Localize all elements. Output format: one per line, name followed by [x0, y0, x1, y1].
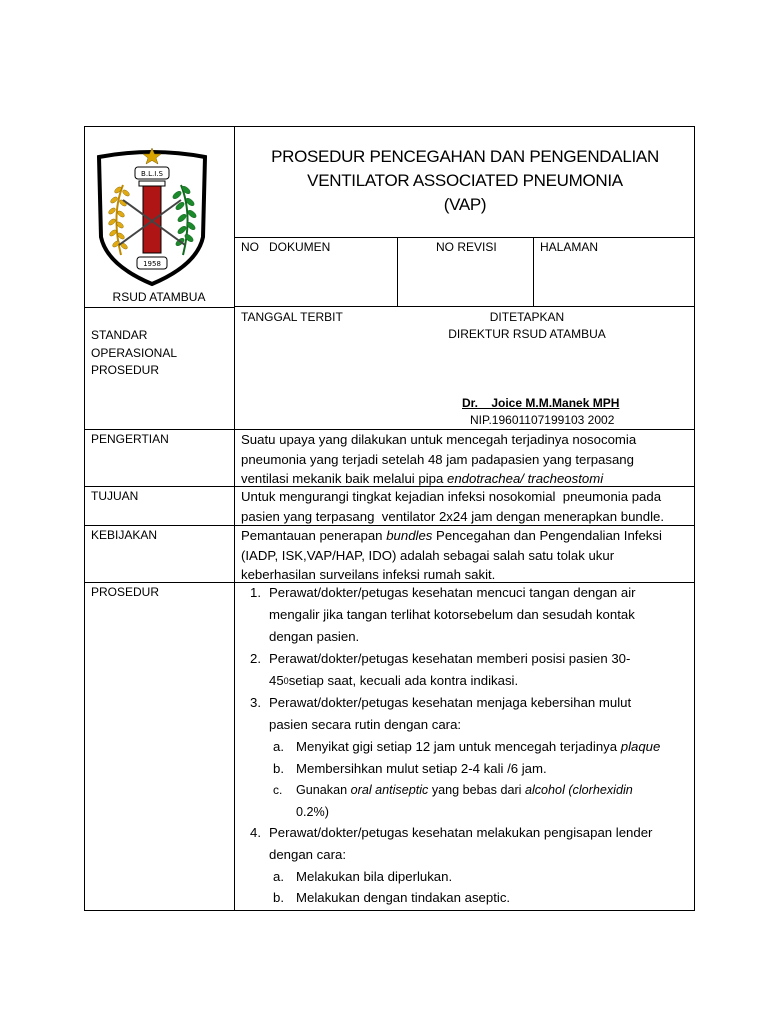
sub-list-item: Melakukan bila diperlukan.	[296, 869, 453, 884]
tujuan-label: TUJUAN	[91, 489, 139, 503]
tujuan-line: Untuk mengurangi tingkat kejadian infeksi nosokomial pneumonia pada	[241, 489, 662, 504]
tanggal-terbit-label: TANGGAL TERBIT	[241, 310, 343, 324]
kebijakan-italic-span: bundles	[386, 528, 433, 543]
sub-list-item	[296, 736, 660, 758]
pengertian-italic-span: endotrachea/ tracheostomi	[446, 471, 604, 486]
pengertian-line	[241, 469, 691, 489]
sub-list-item	[296, 780, 633, 824]
sub-list-letter: b.	[273, 761, 284, 776]
title-line-3: (VAP)	[443, 195, 487, 214]
svg-text:1958: 1958	[143, 260, 161, 268]
sub-list-letter: a.	[273, 869, 284, 884]
tujuan-text	[241, 487, 693, 526]
list-text-span: Gunakan	[296, 783, 351, 797]
director-nip: NIP.19601107199103 2002	[470, 413, 615, 427]
sop-label: STANDAR OPERASIONAL PROSEDUR	[91, 328, 177, 377]
kebijakan-line: keberhasilan surveilans infeksi rumah sakit.	[241, 567, 496, 582]
list-italic-span: plaque	[620, 739, 661, 754]
document-title	[235, 145, 695, 217]
halaman-label: HALAMAN	[540, 240, 599, 254]
list-number: 3.	[250, 695, 261, 710]
rsud-atambua-emblem-icon	[93, 145, 211, 287]
pengertian-label: PENGERTIAN	[91, 432, 169, 446]
list-italic-span: alcohol (clorhexidin	[524, 783, 633, 797]
list-text-span: setiap saat, kecuali ada kontra indikasi.	[288, 672, 519, 688]
list-line: Perawat/dokter/petugas kesehatan melakukan pengisapan lender	[269, 825, 653, 840]
sub-list-item: Melakukan dengan tindakan aseptic.	[296, 890, 511, 905]
kebijakan-text-span: Pemantauan penerapan	[241, 528, 387, 543]
list-number: 4.	[250, 825, 261, 840]
list-text-span: yang bebas dari	[428, 783, 525, 797]
hospital-name: RSUD ATAMBUA	[112, 290, 206, 304]
pengertian-text-span: ventilasi mekanik baik melalui pipa	[241, 471, 447, 486]
kebijakan-label: KEBIJAKAN	[91, 528, 158, 542]
list-line: mengalir jika tangan terlihat kotorsebelum dan sesudah kontak	[269, 606, 635, 622]
list-item	[269, 648, 630, 692]
list-italic-span: oral antiseptic	[350, 783, 429, 797]
list-line	[296, 780, 633, 802]
prosedur-list	[241, 582, 693, 908]
director-name: Dr. Joice M.M.Manek MPH	[462, 396, 620, 410]
list-line: dengan pasien.	[269, 628, 360, 644]
no-revisi-label: NO REVISI	[436, 240, 497, 254]
list-line	[269, 670, 630, 692]
degree-superscript: 0	[283, 675, 289, 686]
kebijakan-text	[241, 526, 691, 585]
list-line: dengan cara:	[269, 846, 346, 862]
pengertian-text	[241, 430, 691, 489]
no-dokumen-label: NO DOKUMEN	[241, 240, 331, 254]
list-line: Perawat/dokter/petugas kesehatan memberi posisi pasien 30-	[269, 651, 631, 666]
pengertian-line: Suatu upaya yang dilakukan untuk mencegah terjadinya nosocomia	[241, 432, 637, 447]
list-item	[269, 692, 631, 736]
list-line: Perawat/dokter/petugas kesehatan menjaga kebersihan mulut	[269, 695, 632, 710]
sub-list-letter: a.	[273, 739, 284, 754]
title-line-2: VENTILATOR ASSOCIATED PNEUMONIA	[307, 171, 623, 190]
list-text-span: 45	[269, 672, 284, 688]
list-number: 2.	[250, 651, 261, 666]
pengertian-line: pneumonia yang terjadi setelah 48 jam padapasien yang terpasang	[241, 451, 634, 467]
tujuan-line: pasien yang terpasang ventilator 2x24 jam dengan menerapkan bundle.	[241, 508, 665, 524]
list-number: 1.	[250, 585, 261, 600]
list-line: 0.2%)	[296, 804, 329, 819]
sub-list-letter: b.	[273, 890, 284, 905]
title-line-1: PROSEDUR PENCEGAHAN DAN PENGENDALIAN	[271, 147, 659, 166]
list-item	[269, 582, 636, 648]
svg-text:B.L.I.S: B.L.I.S	[141, 170, 163, 178]
direktur-label: DIREKTUR RSUD ATAMBUA	[448, 327, 606, 341]
sub-list-letter: c.	[273, 783, 283, 797]
kebijakan-text-span: Pencegahan dan Pengendalian Infeksi	[432, 528, 662, 543]
list-item	[269, 822, 652, 866]
list-text-span: Menyikat gigi setiap 12 jam untuk mencegah terjadinya	[296, 739, 621, 754]
list-line: pasien secara rutin dengan cara:	[269, 716, 462, 732]
list-line: Perawat/dokter/petugas kesehatan mencuci tangan dengan air	[269, 585, 636, 600]
kebijakan-line	[241, 526, 691, 546]
ditetapkan-label: DITETAPKAN	[489, 310, 565, 324]
sub-list-item: Membersihkan mulut setiap 2-4 kali /6 jam.	[296, 761, 547, 776]
hospital-logo	[93, 145, 211, 287]
kebijakan-line: (IADP, ISK,VAP/HAP, IDO) adalah sebagai salah satu tolak ukur	[241, 547, 615, 563]
prosedur-label: PROSEDUR	[91, 585, 160, 599]
